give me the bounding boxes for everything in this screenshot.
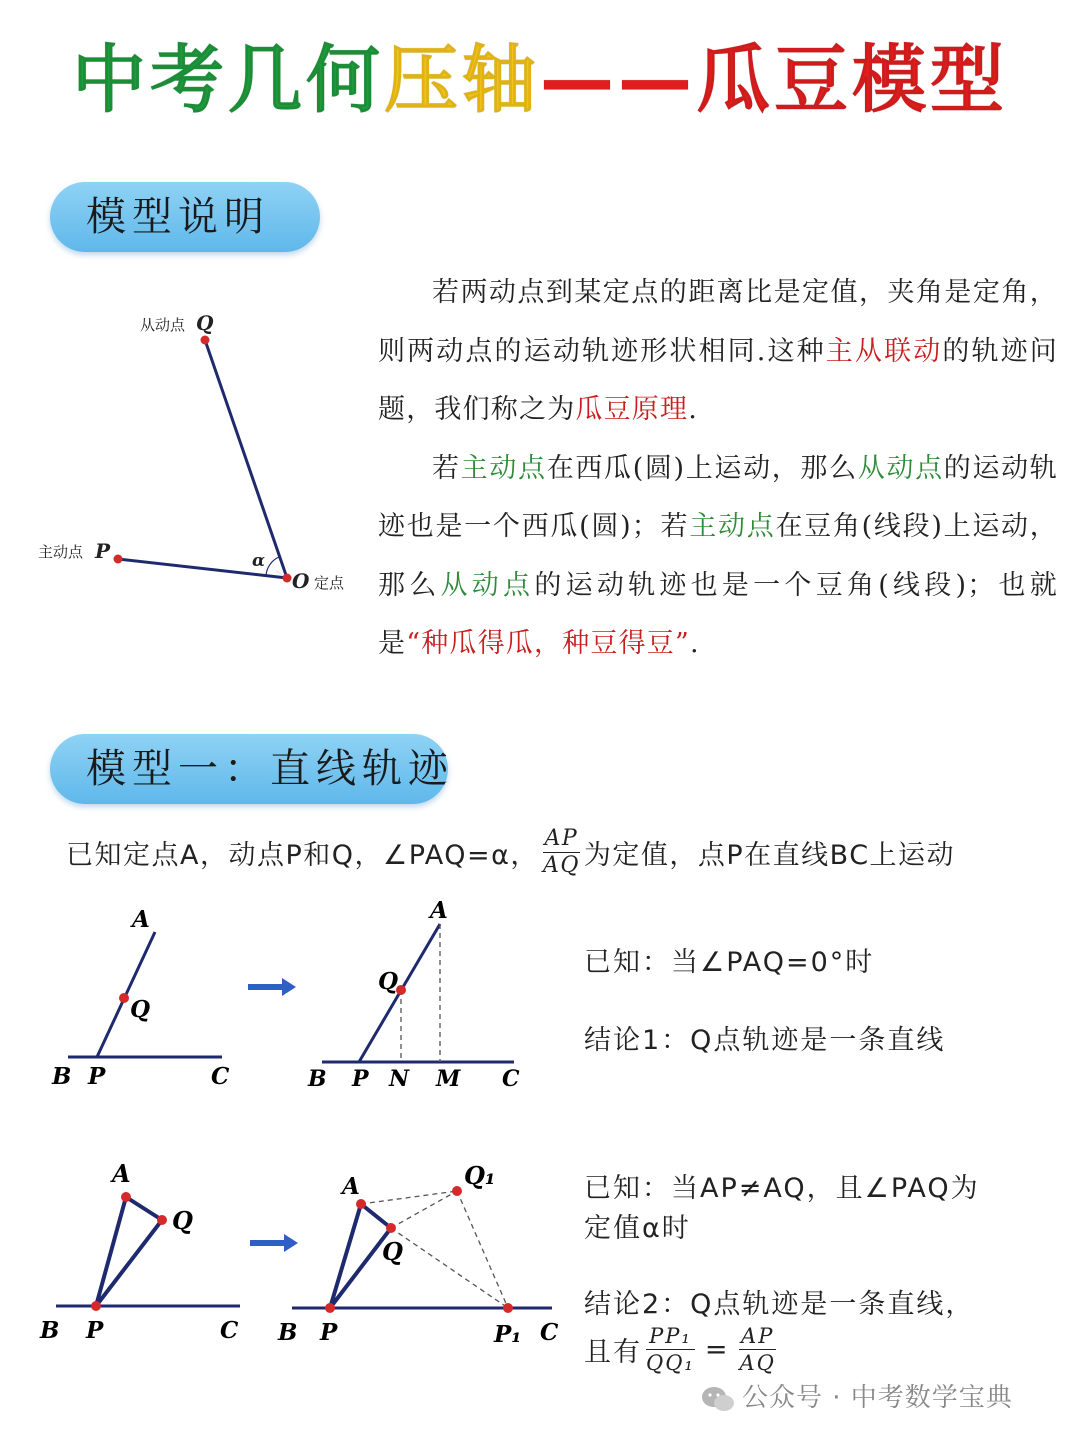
label-q-text: 从动点 (140, 316, 186, 334)
svg-text:A: A (342, 1173, 360, 1200)
svg-text:Q: Q (130, 996, 151, 1023)
conclusion-1: 结论1：Q点轨迹是一条直线 (584, 1025, 946, 1056)
svg-text:B: B (52, 1063, 72, 1090)
svg-text:M: M (436, 1066, 461, 1092)
section-heading-model-description: 模型说明 (50, 182, 320, 252)
point-q (201, 336, 210, 345)
paragraph-2: 若主动点在西瓜(圆)上运动，那么从动点的运动轨迹也是一个西瓜(圆)；若主动点在豆角(线段)上运动，那么从动点的运动轨迹也是一个豆角(线段)；也就是“种瓜得瓜，种豆得豆”. (378, 452, 1059, 659)
wechat-icon (700, 1384, 736, 1414)
model-description-text (378, 264, 1058, 674)
svg-text:P: P (352, 1066, 369, 1092)
figure-row1-left (40, 900, 240, 1100)
known-condition-2-line2: 定值α时 (584, 1213, 691, 1244)
label-p: P (95, 539, 111, 563)
svg-text:P₁: P₁ (494, 1321, 522, 1348)
title-part-green: 中考几何 (72, 37, 384, 123)
point-p (114, 555, 123, 564)
svg-text:A: A (112, 1159, 131, 1188)
arrow-icon (246, 974, 298, 1000)
svg-text:N: N (389, 1066, 410, 1092)
label-alpha: α (252, 551, 266, 571)
page-title (0, 30, 1080, 130)
highlight-saying: “种瓜得瓜，种豆得豆” (406, 628, 691, 659)
svg-text:B: B (40, 1317, 60, 1344)
point-o (283, 574, 292, 583)
highlight-guadou-principle: 瓜豆原理 (575, 394, 689, 425)
title-part-yellow: 压轴 (384, 37, 540, 123)
title-part-red: ——瓜豆模型 (540, 37, 1008, 123)
angle-arc-line (266, 557, 279, 576)
known-condition-2-line1: 已知：当AP≠AQ，且∠PAQ为 (584, 1173, 980, 1204)
label-p-text: 主动点 (38, 543, 84, 561)
figure-row1-right (300, 896, 540, 1096)
known-condition-1: 已知：当∠PAQ=0°时 (584, 947, 875, 978)
label-o-text: 定点 (314, 574, 345, 592)
conclusion-2-line2: 且有 $\frac{\text{PP₁}}{\text{QQ₁}}$ = $\frac{AP}{AQ}$ (584, 1323, 776, 1375)
highlight-master-slave: 主从联动 (825, 335, 943, 367)
svg-text:A: A (132, 906, 150, 933)
ratio-ap-aq: $\frac{AP}{AQ}$ (542, 826, 580, 878)
ratio-pp1-qq1: $\frac{\text{PP₁}}{\text{QQ₁}}$ (646, 1323, 695, 1375)
svg-text:B: B (308, 1066, 327, 1092)
svg-text:C: C (502, 1066, 520, 1092)
svg-text:Q₁: Q₁ (464, 1161, 496, 1190)
model-one-condition: 已知定点A，动点P和Q，∠PAQ=α， $\frac{AP}{AQ}$ 为定值，点P在直线BC上运动 (66, 826, 956, 878)
svg-text:P: P (86, 1317, 104, 1344)
svg-text:Q: Q (382, 1237, 403, 1266)
model-description-figure (30, 300, 370, 610)
paragraph-1: 若两动点到某定点的距离比是定值，夹角是定角，则两动点的运动轨迹形状相同.这种主从联动的轨迹问题，我们称之为瓜豆原理. (378, 277, 1058, 425)
label-q: Q (196, 311, 214, 335)
ratio-ap-aq-2: $\frac{AP}{AQ}$ (739, 1323, 776, 1375)
figure-row2-left (36, 1150, 256, 1360)
svg-text:A: A (430, 897, 448, 924)
figure-row2-right (276, 1150, 576, 1360)
svg-text:Q: Q (172, 1206, 193, 1235)
svg-text:C: C (211, 1063, 230, 1090)
section-heading-model-one: 模型一：直线轨迹 (50, 734, 448, 804)
svg-text:P: P (88, 1063, 106, 1090)
svg-text:B: B (278, 1319, 298, 1346)
segment-oq (205, 340, 287, 578)
svg-text:C: C (540, 1319, 559, 1346)
label-o: O (292, 569, 310, 593)
svg-text:P: P (320, 1319, 338, 1346)
watermark: 公众号 · 中考数学宝典 (700, 1378, 1013, 1418)
conclusion-2-line1: 结论2：Q点轨迹是一条直线， (584, 1289, 975, 1320)
svg-text:C: C (220, 1317, 239, 1344)
svg-text:Q: Q (378, 968, 399, 995)
